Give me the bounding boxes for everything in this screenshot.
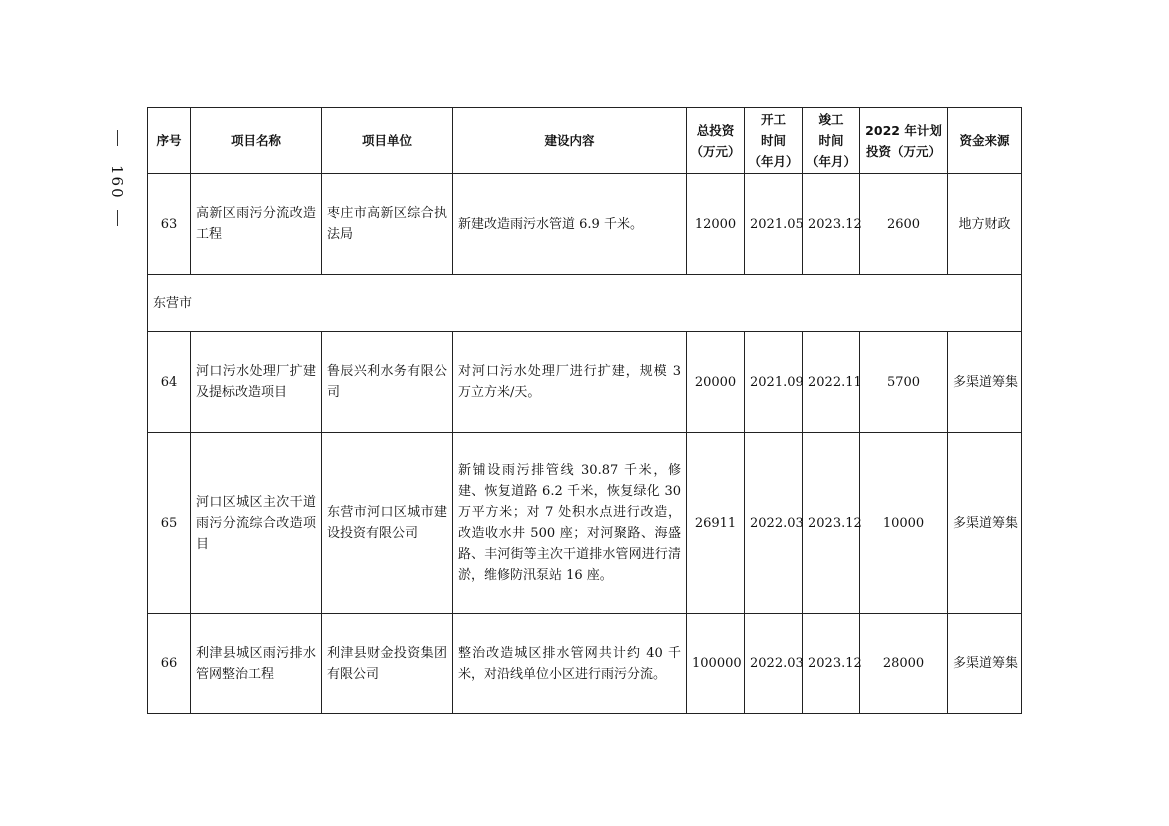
project-table	[147, 107, 1022, 714]
cell-fund-source: 多渠道筹集	[948, 332, 1022, 433]
page-number-marker	[103, 130, 133, 230]
table-row	[148, 332, 1022, 433]
cell-total-investment: 100000	[687, 614, 745, 714]
cell-project-unit: 枣庄市高新区综合执法局	[322, 174, 453, 275]
cell-total-investment: 12000	[687, 174, 745, 275]
cell-finish-time: 2023.12	[803, 433, 860, 614]
header-start-time	[745, 108, 803, 174]
cell-project-name: 利津县城区雨污排水管网整治工程	[191, 614, 322, 714]
cell-fund-source: 多渠道筹集	[948, 433, 1022, 614]
cell-construction-content: 整治改造城区排水管网共计约 40 千米，对沿线单位小区进行雨污分流。	[453, 614, 687, 714]
header-project-unit: 项目单位	[322, 108, 453, 174]
table-row	[148, 614, 1022, 714]
header-total-investment-line1: 总投资	[696, 122, 735, 138]
cell-project-unit: 利津县财金投资集团有限公司	[322, 614, 453, 714]
cell-start-time: 2022.03	[745, 614, 803, 714]
header-seq: 序号	[148, 108, 191, 174]
cell-plan-investment: 28000	[860, 614, 948, 714]
region-label-dongying: 东营市	[148, 275, 1022, 332]
cell-plan-investment: 2600	[860, 174, 948, 275]
cell-total-investment: 26911	[687, 433, 745, 614]
cell-construction-content: 新铺设雨污排管线 30.87 千米，修建、恢复道路 6.2 千米，恢复绿化 30 万平方米；对 7 处积水点进行改造，改造收水井 500 座；对河聚路、海盛路、丰河街等主次干道排水管网进行清淤，维修防汛泵站 16 座。	[453, 433, 687, 614]
cell-start-time: 2022.03	[745, 433, 803, 614]
header-fund-source: 资金来源	[948, 108, 1022, 174]
cell-start-time: 2021.05	[745, 174, 803, 275]
header-start-time-line3: （年月）	[748, 154, 799, 169]
cell-finish-time: 2023.12	[803, 174, 860, 275]
table-row	[148, 174, 1022, 275]
header-total-investment	[687, 108, 745, 174]
cell-seq: 65	[148, 433, 191, 614]
header-start-time-line1: 开工	[760, 112, 786, 127]
header-plan-line1: 2022 年计划	[865, 122, 942, 138]
cell-project-unit: 鲁辰兴利水务有限公司	[322, 332, 453, 433]
cell-construction-content: 对河口污水处理厂进行扩建，规模 3 万立方米/天。	[453, 332, 687, 433]
cell-seq: 64	[148, 332, 191, 433]
cell-seq: 66	[148, 614, 191, 714]
header-project-name: 项目名称	[191, 108, 322, 174]
cell-total-investment: 20000	[687, 332, 745, 433]
page-number: 160	[108, 165, 126, 200]
page-number-dash-top	[117, 130, 118, 146]
page-number-dash-bottom	[117, 210, 118, 226]
table-header-row	[148, 108, 1022, 174]
header-plan-line2: 投资（万元）	[865, 143, 941, 159]
header-total-investment-line2: （万元）	[690, 143, 741, 159]
region-row	[148, 275, 1022, 332]
header-finish-time-line3: （年月）	[805, 154, 856, 169]
cell-plan-investment: 5700	[860, 332, 948, 433]
cell-project-name: 河口区城区主次干道雨污分流综合改造项目	[191, 433, 322, 614]
header-start-time-line2: 时间	[760, 133, 786, 148]
cell-finish-time: 2022.11	[803, 332, 860, 433]
table-row	[148, 433, 1022, 614]
cell-project-unit: 东营市河口区城市建设投资有限公司	[322, 433, 453, 614]
header-2022-plan-investment	[860, 108, 948, 174]
cell-plan-investment: 10000	[860, 433, 948, 614]
header-construction-content: 建设内容	[453, 108, 687, 174]
cell-construction-content: 新建改造雨污水管道 6.9 千米。	[453, 174, 687, 275]
cell-start-time: 2021.09	[745, 332, 803, 433]
cell-project-name: 河口污水处理厂扩建及提标改造项目	[191, 332, 322, 433]
cell-fund-source: 地方财政	[948, 174, 1022, 275]
cell-project-name: 高新区雨污分流改造工程	[191, 174, 322, 275]
header-finish-time-line2: 时间	[818, 133, 844, 148]
header-finish-time	[803, 108, 860, 174]
cell-fund-source: 多渠道筹集	[948, 614, 1022, 714]
header-finish-time-line1: 竣工	[818, 112, 844, 127]
cell-finish-time: 2023.12	[803, 614, 860, 714]
cell-seq: 63	[148, 174, 191, 275]
